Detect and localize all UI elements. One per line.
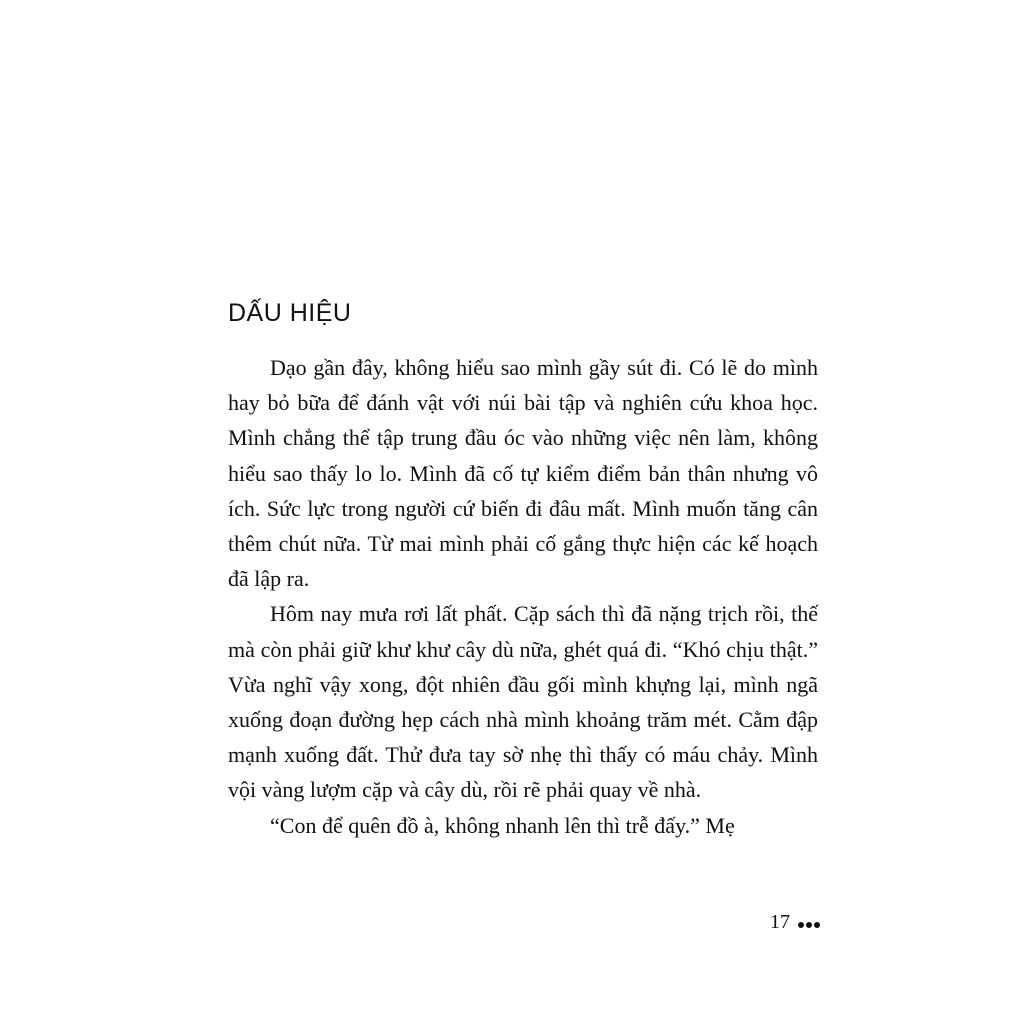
chapter-title: DẤU HIỆU: [228, 299, 352, 327]
dot-icon: [814, 922, 820, 928]
paragraph-3: “Con để quên đồ à, không nhanh lên thì trễ đấy.” Mẹ: [270, 812, 735, 838]
page-number: 17: [770, 911, 790, 933]
dot-icon: [806, 922, 812, 928]
paragraph-1: Dạo gần đây, không hiểu sao mình gầy sút đi. Có lẽ do mình hay bỏ bữa để đánh vật với núi bài tập và nghiên cứu khoa học. Mình chẳng thể tập trung đầu óc vào những việc nên làm, không hiểu sao thấy lo lo. Mình đã cố tự kiểm điểm bản thân nhưng vô ích. Sức lực trong người cứ biến đi đâu mất. Mình muốn tăng cân thêm chút nữa. Từ mai mình phải cố gắng thực hiện các kế hoạch đã lập ra.: [228, 355, 818, 592]
page-footer: [770, 908, 820, 936]
three-dots-icon: [798, 916, 820, 928]
paragraph-2: Hôm nay mưa rơi lất phất. Cặp sách thì đã nặng trịch rồi, thế mà còn phải giữ khư khư cây dù nữa, ghét quá đi. “Khó chịu thật.” Vừa nghĩ vậy xong, đột nhiên đầu gối mình khựng lại, mình ngã xuống đoạn đường hẹp cách nhà mình khoảng trăm mét. Cằm đập mạnh xuống đất. Thử đưa tay sờ nhẹ thì thấy có máu chảy. Mình vội vàng lượm cặp và cây dù, rồi rẽ phải quay về nhà.: [228, 601, 818, 803]
dot-icon: [798, 922, 804, 928]
body-text: [228, 350, 818, 843]
